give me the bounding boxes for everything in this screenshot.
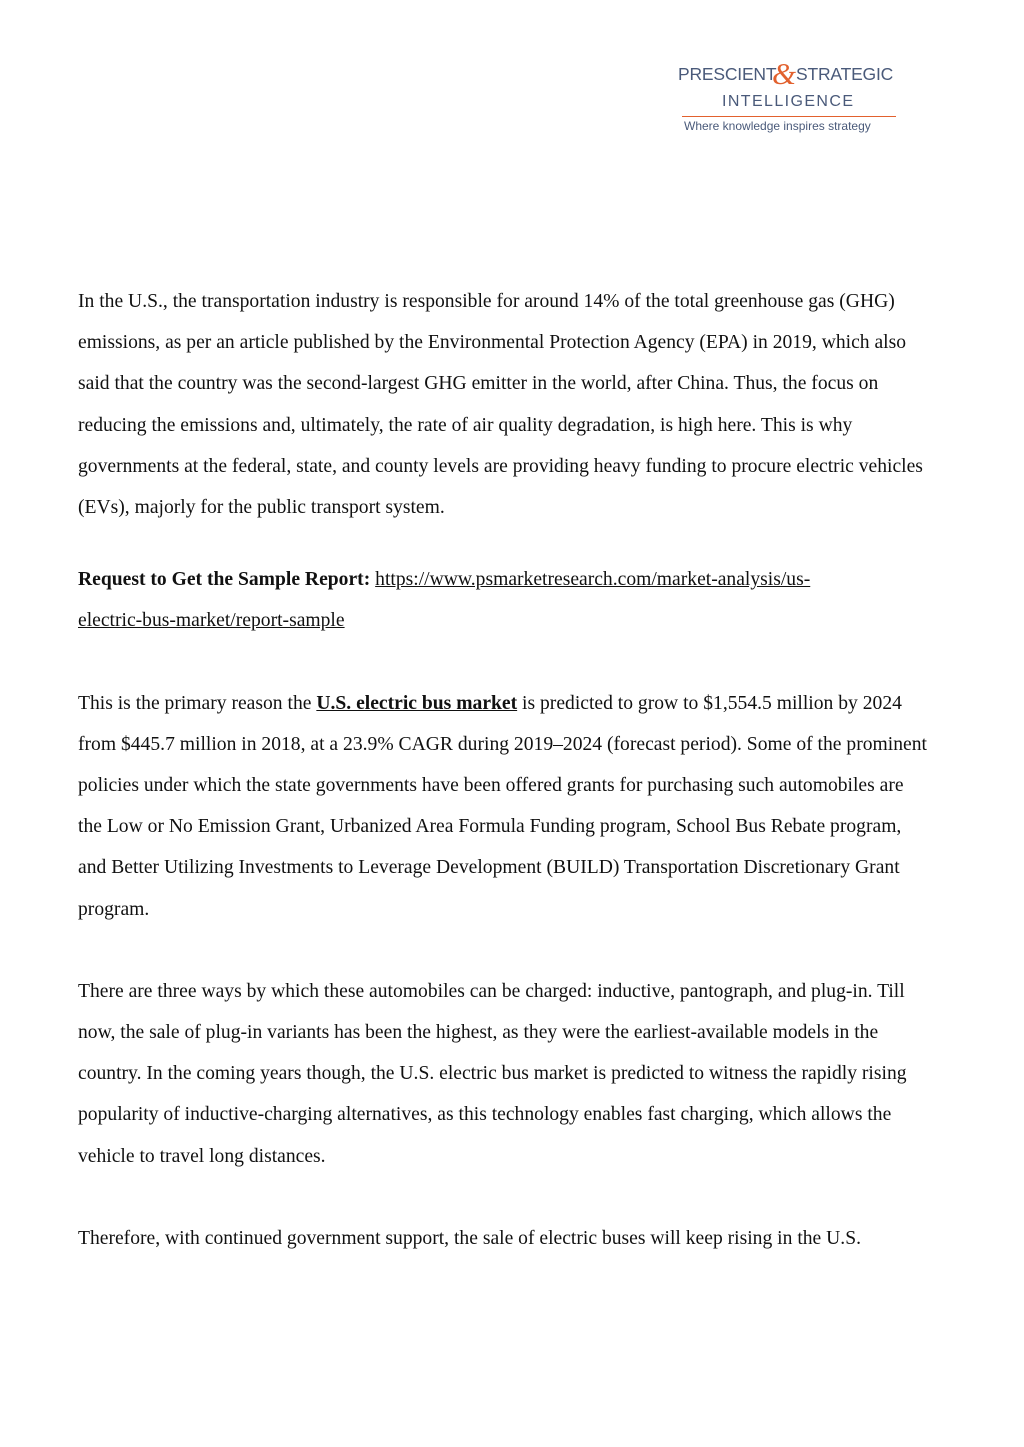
market-growth-text-before: This is the primary reason the [78,692,317,714]
paragraph-spacer [78,642,928,683]
logo-tagline: Where knowledge inspires strategy [684,119,871,133]
paragraph-charging: There are three ways by which these automobiles can be charged: inductive, pantograph, and plug-in. Till now, the sale of plug-in variants has been the highest, as they were the earliest-available models in the country. In the coming years though, the U.S. electric bus market is predicted to witness the rapidly rising popularity of inductive-charging alternatives, as this technology enables fast charging, which allows the vehicle to travel long distances. [78,980,907,1167]
document-body [78,281,928,1259]
us-electric-bus-market-link[interactable]: U.S. electric bus market [316,692,518,714]
logo-word-intelligence: INTELLIGENCE [722,93,855,110]
sample-request-label: Request to Get the Sample Report: [78,569,371,591]
market-growth-text-after: is predicted to grow to $1,554.5 million by 2024 from $445.7 million in 2018, at a 23.9% CAGR during 2019–2024 (forecast period). Some of the prominent policies under which the state governments have been offered grants for purchasing such automobiles are the Low or No Emission Grant, Urbanized Area Formula Funding program, School Bus Rebate program, and Better Utilizing Investments to Leverage Development (BUILD) Transportation Discretionary Grant program. [78,692,927,920]
logo-word-prescient: PRESCIENT [678,64,777,84]
paragraph-spacer [78,528,928,559]
sample-report-link-line2: electric-bus-market/report-sample [78,610,345,632]
logo-divider [682,116,896,117]
paragraph-conclusion: Therefore, with continued government support, the sale of electric buses will keep rising in the U.S. [78,1227,861,1249]
paragraph-spacer [78,930,928,971]
logo-ampersand: & [772,56,796,91]
sample-report-link-line1: https://www.psmarketresearch.com/market-analysis/us- [375,569,811,591]
logo-title-line [676,56,900,91]
paragraph-market-growth [78,683,928,930]
paragraph-sample-request [78,559,928,641]
logo-word-strategic: STRATEGIC [796,64,894,84]
paragraph-emissions: In the U.S., the transportation industry is responsible for around 14% of the total greenhouse gas (GHG) emissions, as per an article published by the Environmental Protection Agency (EPA) in 2019, which also said that the country was the second-largest GHG emitter in the world, after China. Thus, the focus on reducing the emissions and, ultimately, the rate of air quality degradation, is high here. This is why governments at the federal, state, and county levels are providing heavy funding to procure electric vehicles (EVs), majorly for the public transport system. [78,291,923,519]
company-logo [676,56,900,136]
paragraph-spacer [78,1177,928,1218]
